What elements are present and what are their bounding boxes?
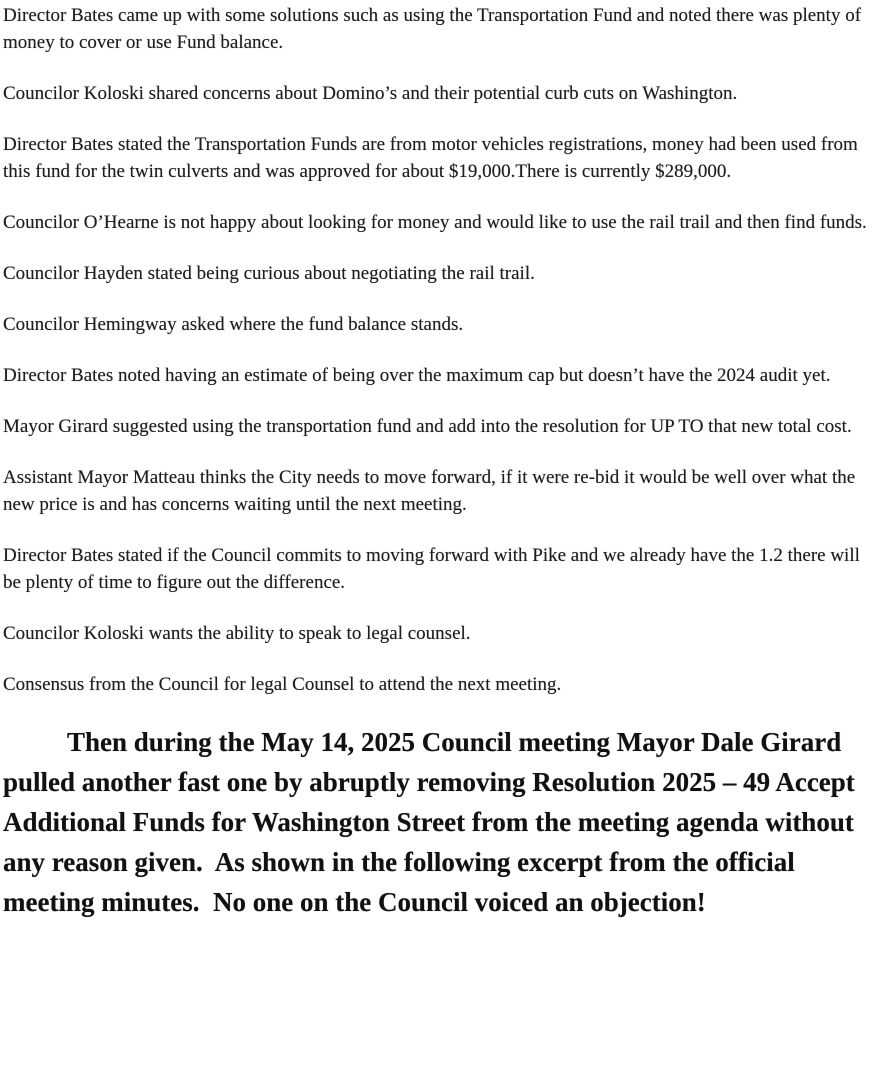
minutes-paragraph-matteau-move-forward: Assistant Mayor Matteau thinks the City needs to move forward, if it were re-bid it would be well over what the new price is and has concerns waiting until the next meeting. xyxy=(3,467,860,515)
minutes-paragraph-hemingway-fund-balance: Councilor Hemingway asked where the fund balance stands. xyxy=(3,314,464,335)
minutes-paragraph-koloski-legal-counsel: Councilor Koloski wants the ability to speak to legal counsel. xyxy=(3,623,471,644)
minutes-paragraph-director-bates-solutions: Director Bates came up with some solutions such as using the Transportation Fund and noted there was plenty of money to cover or use Fund balance. xyxy=(3,5,866,53)
minutes-paragraph-koloski-concerns: Councilor Koloski shared concerns about Domino’s and their potential curb cuts on Washington. xyxy=(3,83,738,104)
minutes-paragraph-consensus-counsel: Consensus from the Council for legal Counsel to attend the next meeting. xyxy=(3,674,562,695)
minutes-paragraph-ohearne-rail-trail: Councilor O’Hearne is not happy about looking for money and would like to use the rail trail and then find funds. xyxy=(3,212,867,233)
minutes-paragraph-bates-pike: Director Bates stated if the Council commits to moving forward with Pike and we already have the 1.2 there will be plenty of time to figure out the difference. xyxy=(3,545,865,593)
minutes-paragraph-bates-maximum-cap: Director Bates noted having an estimate of being over the maximum cap but doesn’t have the 2024 audit yet. xyxy=(3,365,831,386)
minutes-paragraph-bates-transportation-funds: Director Bates stated the Transportation Funds are from motor vehicles registrations, money had been used from this fund for the twin culverts and was approved for about $19,000.There is currently $289,000. xyxy=(3,134,863,182)
emphasis-commentary-paragraph: Then during the May 14, 2025 Council meeting Mayor Dale Girard pulled another fast one by abruptly removing Resolution 2025 – 49 Accept Additional Funds for Washington Street from the meeting agenda without any reason given. As shown in the following excerpt from the official meeting minutes. No one on the Council voiced an objection! xyxy=(3,727,861,917)
minutes-paragraph-hayden-negotiating: Councilor Hayden stated being curious about negotiating the rail trail. xyxy=(3,263,535,284)
minutes-paragraph-girard-up-to: Mayor Girard suggested using the transportation fund and add into the resolution for UP TO that new total cost. xyxy=(3,416,852,437)
